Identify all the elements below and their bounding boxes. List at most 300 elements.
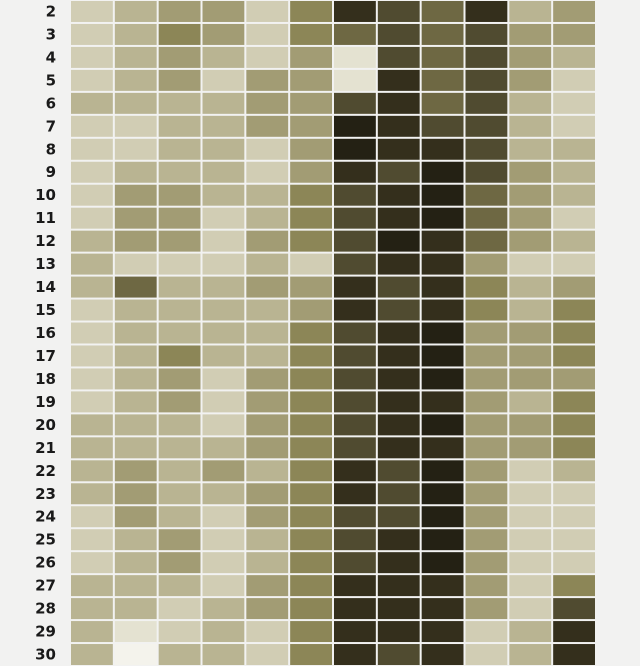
heatmap-cell-r14-c2 bbox=[115, 277, 157, 298]
heatmap-cell-r24-c7 bbox=[334, 506, 376, 527]
heatmap-cell-r16-c3 bbox=[159, 323, 201, 344]
heatmap-cell-r6-c7 bbox=[334, 93, 376, 114]
heatmap-cell-r5-c7 bbox=[334, 70, 376, 91]
heatmap-cell-r25-c4 bbox=[203, 529, 245, 550]
heatmap-cell-r9-c9 bbox=[422, 162, 464, 183]
heatmap-cell-r8-c6 bbox=[290, 139, 332, 160]
heatmap-cell-r21-c5 bbox=[246, 437, 288, 458]
heatmap-cell-r9-c4 bbox=[203, 162, 245, 183]
heatmap-cell-r3-c11 bbox=[509, 24, 551, 45]
heatmap-cell-r29-c4 bbox=[203, 621, 245, 642]
heatmap-cell-r10-c3 bbox=[159, 185, 201, 206]
heatmap-cell-r19-c9 bbox=[422, 391, 464, 412]
heatmap-cell-r23-c12 bbox=[553, 483, 595, 504]
heatmap-cell-r4-c4 bbox=[203, 47, 245, 68]
heatmap-cell-r14-c5 bbox=[246, 277, 288, 298]
heatmap-cell-r19-c4 bbox=[203, 391, 245, 412]
heatmap-cell-r27-c1 bbox=[71, 575, 113, 596]
heatmap-cell-r30-c12 bbox=[553, 644, 595, 665]
heatmap-cell-r11-c7 bbox=[334, 208, 376, 229]
heatmap-cell-r11-c8 bbox=[378, 208, 420, 229]
heatmap-cell-r13-c3 bbox=[159, 254, 201, 275]
heatmap-cell-r23-c2 bbox=[115, 483, 157, 504]
heatmap-cell-r29-c10 bbox=[466, 621, 508, 642]
heatmap-cell-r6-c9 bbox=[422, 93, 464, 114]
heatmap-cell-r29-c5 bbox=[246, 621, 288, 642]
row-label-26: 26 bbox=[35, 553, 56, 572]
heatmap-cell-r15-c4 bbox=[203, 300, 245, 321]
heatmap-cell-r4-c9 bbox=[422, 47, 464, 68]
heatmap-cell-r14-c10 bbox=[466, 277, 508, 298]
heatmap-cell-r25-c3 bbox=[159, 529, 201, 550]
heatmap-cell-r17-c12 bbox=[553, 345, 595, 366]
heatmap-cell-r12-c2 bbox=[115, 231, 157, 252]
heatmap-cell-r16-c4 bbox=[203, 323, 245, 344]
heatmap-cell-r19-c10 bbox=[466, 391, 508, 412]
heatmap-cell-r3-c8 bbox=[378, 24, 420, 45]
heatmap-cell-r19-c7 bbox=[334, 391, 376, 412]
heatmap-cell-r25-c7 bbox=[334, 529, 376, 550]
heatmap-cell-r21-c3 bbox=[159, 437, 201, 458]
heatmap-cell-r17-c8 bbox=[378, 345, 420, 366]
heatmap-cell-r22-c8 bbox=[378, 460, 420, 481]
heatmap-cell-r17-c7 bbox=[334, 345, 376, 366]
heatmap-cell-r11-c5 bbox=[246, 208, 288, 229]
heatmap-cell-r4-c8 bbox=[378, 47, 420, 68]
heatmap-cell-r14-c7 bbox=[334, 277, 376, 298]
heatmap-cell-r5-c8 bbox=[378, 70, 420, 91]
heatmap-cell-r5-c9 bbox=[422, 70, 464, 91]
row-label-22: 22 bbox=[35, 461, 56, 480]
heatmap-cell-r2-c11 bbox=[509, 1, 551, 22]
heatmap-cell-r3-c4 bbox=[203, 24, 245, 45]
heatmap-cell-r27-c7 bbox=[334, 575, 376, 596]
heatmap-cell-r20-c3 bbox=[159, 414, 201, 435]
heatmap-cell-r7-c10 bbox=[466, 116, 508, 137]
heatmap-cell-r30-c5 bbox=[246, 644, 288, 665]
heatmap-cell-r30-c10 bbox=[466, 644, 508, 665]
heatmap-cell-r13-c11 bbox=[509, 254, 551, 275]
heatmap-cell-r9-c5 bbox=[246, 162, 288, 183]
heatmap-cell-r16-c6 bbox=[290, 323, 332, 344]
heatmap-cell-r13-c12 bbox=[553, 254, 595, 275]
heatmap-cell-r27-c4 bbox=[203, 575, 245, 596]
heatmap-cell-r28-c4 bbox=[203, 598, 245, 619]
heatmap-cell-r23-c9 bbox=[422, 483, 464, 504]
heatmap-cell-r16-c7 bbox=[334, 323, 376, 344]
heatmap-cell-r8-c11 bbox=[509, 139, 551, 160]
heatmap-cell-r19-c6 bbox=[290, 391, 332, 412]
heatmap-cell-r20-c9 bbox=[422, 414, 464, 435]
heatmap-cell-r7-c8 bbox=[378, 116, 420, 137]
heatmap-cell-r2-c9 bbox=[422, 1, 464, 22]
heatmap-cell-r29-c8 bbox=[378, 621, 420, 642]
heatmap-cell-r4-c12 bbox=[553, 47, 595, 68]
heatmap-cell-r26-c4 bbox=[203, 552, 245, 573]
heatmap-cell-r22-c3 bbox=[159, 460, 201, 481]
heatmap-cell-r18-c11 bbox=[509, 368, 551, 389]
heatmap-cell-r16-c12 bbox=[553, 323, 595, 344]
heatmap-cell-r6-c12 bbox=[553, 93, 595, 114]
row-labels bbox=[35, 2, 56, 663]
heatmap-cell-r9-c7 bbox=[334, 162, 376, 183]
heatmap-cell-r20-c11 bbox=[509, 414, 551, 435]
heatmap-cell-r11-c6 bbox=[290, 208, 332, 229]
heatmap-cell-r13-c10 bbox=[466, 254, 508, 275]
heatmap-cell-r14-c3 bbox=[159, 277, 201, 298]
heatmap-cell-r20-c1 bbox=[71, 414, 113, 435]
heatmap-cell-r10-c4 bbox=[203, 185, 245, 206]
heatmap-cell-r4-c11 bbox=[509, 47, 551, 68]
heatmap-cell-r21-c10 bbox=[466, 437, 508, 458]
heatmap-cell-r8-c2 bbox=[115, 139, 157, 160]
heatmap-cell-r22-c5 bbox=[246, 460, 288, 481]
heatmap-cell-r26-c7 bbox=[334, 552, 376, 573]
heatmap-cell-r6-c10 bbox=[466, 93, 508, 114]
heatmap-cell-r12-c10 bbox=[466, 231, 508, 252]
heatmap-cell-r13-c7 bbox=[334, 254, 376, 275]
heatmap-cell-r23-c8 bbox=[378, 483, 420, 504]
heatmap-cell-r21-c2 bbox=[115, 437, 157, 458]
heatmap-cell-r22-c1 bbox=[71, 460, 113, 481]
row-label-18: 18 bbox=[35, 369, 56, 388]
heatmap-cell-r17-c9 bbox=[422, 345, 464, 366]
heatmap-cell-r27-c11 bbox=[509, 575, 551, 596]
heatmap-cell-r10-c5 bbox=[246, 185, 288, 206]
heatmap-cell-r2-c7 bbox=[334, 1, 376, 22]
heatmap-cell-r11-c12 bbox=[553, 208, 595, 229]
heatmap-cell-r4-c10 bbox=[466, 47, 508, 68]
heatmap-cell-r12-c1 bbox=[71, 231, 113, 252]
heatmap-cell-r12-c12 bbox=[553, 231, 595, 252]
heatmap-cell-r8-c1 bbox=[71, 139, 113, 160]
heatmap-cell-r5-c6 bbox=[290, 70, 332, 91]
row-label-2: 2 bbox=[45, 2, 56, 21]
heatmap-cell-r12-c9 bbox=[422, 231, 464, 252]
heatmap-cell-r15-c2 bbox=[115, 300, 157, 321]
heatmap-cell-r24-c9 bbox=[422, 506, 464, 527]
heatmap-cell-r16-c11 bbox=[509, 323, 551, 344]
heatmap-cell-r7-c9 bbox=[422, 116, 464, 137]
heatmap-cell-r15-c6 bbox=[290, 300, 332, 321]
heatmap-cell-r15-c1 bbox=[71, 300, 113, 321]
heatmap-cell-r22-c12 bbox=[553, 460, 595, 481]
heatmap-cell-r25-c9 bbox=[422, 529, 464, 550]
heatmap-cell-r13-c4 bbox=[203, 254, 245, 275]
heatmap-cell-r28-c12 bbox=[553, 598, 595, 619]
heatmap-cell-r28-c8 bbox=[378, 598, 420, 619]
heatmap-cell-r21-c1 bbox=[71, 437, 113, 458]
heatmap-cell-r15-c11 bbox=[509, 300, 551, 321]
row-label-5: 5 bbox=[45, 71, 56, 90]
heatmap-cell-r7-c12 bbox=[553, 116, 595, 137]
heatmap-cell-r21-c8 bbox=[378, 437, 420, 458]
heatmap-cell-r21-c6 bbox=[290, 437, 332, 458]
heatmap-cell-r19-c12 bbox=[553, 391, 595, 412]
heatmap-cell-r17-c4 bbox=[203, 345, 245, 366]
heatmap-cell-r15-c9 bbox=[422, 300, 464, 321]
heatmap-cell-r30-c3 bbox=[159, 644, 201, 665]
heatmap-cell-r28-c6 bbox=[290, 598, 332, 619]
heatmap-cell-r23-c1 bbox=[71, 483, 113, 504]
heatmap-cell-r26-c1 bbox=[71, 552, 113, 573]
heatmap-cell-r8-c8 bbox=[378, 139, 420, 160]
heatmap-cell-r7-c6 bbox=[290, 116, 332, 137]
heatmap-cell-r29-c2 bbox=[115, 621, 157, 642]
heatmap-cell-r22-c9 bbox=[422, 460, 464, 481]
heatmap-cell-r23-c6 bbox=[290, 483, 332, 504]
heatmap-cell-r4-c6 bbox=[290, 47, 332, 68]
heatmap-cell-r16-c1 bbox=[71, 323, 113, 344]
heatmap-cell-r14-c12 bbox=[553, 277, 595, 298]
heatmap-cell-r28-c9 bbox=[422, 598, 464, 619]
heatmap-cell-r9-c3 bbox=[159, 162, 201, 183]
heatmap-cell-r14-c1 bbox=[71, 277, 113, 298]
heatmap-cell-r26-c8 bbox=[378, 552, 420, 573]
heatmap-cell-r17-c10 bbox=[466, 345, 508, 366]
heatmap-cell-r26-c9 bbox=[422, 552, 464, 573]
heatmap-cell-r18-c5 bbox=[246, 368, 288, 389]
heatmap-cell-r24-c3 bbox=[159, 506, 201, 527]
heatmap-cell-r28-c1 bbox=[71, 598, 113, 619]
heatmap-cell-r21-c9 bbox=[422, 437, 464, 458]
heatmap-cell-r8-c10 bbox=[466, 139, 508, 160]
heatmap-cell-r5-c3 bbox=[159, 70, 201, 91]
heatmap-cell-r2-c12 bbox=[553, 1, 595, 22]
heatmap-cell-r16-c9 bbox=[422, 323, 464, 344]
heatmap-cell-r15-c12 bbox=[553, 300, 595, 321]
heatmap-cell-r8-c7 bbox=[334, 139, 376, 160]
heatmap-cell-r3-c3 bbox=[159, 24, 201, 45]
heatmap-cell-r20-c10 bbox=[466, 414, 508, 435]
heatmap-cell-r10-c10 bbox=[466, 185, 508, 206]
heatmap-cell-r20-c6 bbox=[290, 414, 332, 435]
heatmap-cell-r21-c7 bbox=[334, 437, 376, 458]
heatmap-cell-r26-c10 bbox=[466, 552, 508, 573]
heatmap-cell-r15-c10 bbox=[466, 300, 508, 321]
heatmap-cell-r2-c1 bbox=[71, 1, 113, 22]
heatmap-cell-r26-c6 bbox=[290, 552, 332, 573]
heatmap-cell-r27-c2 bbox=[115, 575, 157, 596]
heatmap-cell-r7-c4 bbox=[203, 116, 245, 137]
heatmap-cell-r10-c1 bbox=[71, 185, 113, 206]
row-label-17: 17 bbox=[35, 346, 56, 365]
heatmap-cell-r15-c8 bbox=[378, 300, 420, 321]
row-label-6: 6 bbox=[45, 94, 56, 113]
heatmap-cell-r2-c3 bbox=[159, 1, 201, 22]
heatmap-cell-r21-c12 bbox=[553, 437, 595, 458]
heatmap-cell-r6-c1 bbox=[71, 93, 113, 114]
heatmap-cell-r4-c2 bbox=[115, 47, 157, 68]
heatmap-cell-r4-c1 bbox=[71, 47, 113, 68]
row-label-24: 24 bbox=[35, 507, 56, 526]
heatmap-cell-r13-c5 bbox=[246, 254, 288, 275]
heatmap-cell-r5-c10 bbox=[466, 70, 508, 91]
heatmap-cell-r20-c4 bbox=[203, 414, 245, 435]
heatmap-cell-r17-c1 bbox=[71, 345, 113, 366]
heatmap-cell-r6-c8 bbox=[378, 93, 420, 114]
heatmap-cell-r30-c2 bbox=[115, 644, 157, 665]
heatmap-cell-r25-c12 bbox=[553, 529, 595, 550]
heatmap-cell-r25-c11 bbox=[509, 529, 551, 550]
heatmap-cell-r14-c9 bbox=[422, 277, 464, 298]
heatmap-cell-r10-c6 bbox=[290, 185, 332, 206]
heatmap-cell-r29-c3 bbox=[159, 621, 201, 642]
heatmap-cell-r19-c8 bbox=[378, 391, 420, 412]
heatmap-cell-r30-c9 bbox=[422, 644, 464, 665]
heatmap-cell-r24-c8 bbox=[378, 506, 420, 527]
heatmap-cell-r29-c11 bbox=[509, 621, 551, 642]
row-label-12: 12 bbox=[35, 232, 56, 251]
heatmap-cell-r24-c4 bbox=[203, 506, 245, 527]
heatmap-cell-r22-c7 bbox=[334, 460, 376, 481]
heatmap-cell-r3-c12 bbox=[553, 24, 595, 45]
heatmap-cell-r24-c10 bbox=[466, 506, 508, 527]
heatmap-cell-r2-c5 bbox=[246, 1, 288, 22]
heatmap-cell-r19-c3 bbox=[159, 391, 201, 412]
row-label-9: 9 bbox=[45, 163, 56, 182]
heatmap-cell-r19-c5 bbox=[246, 391, 288, 412]
heatmap-cell-r7-c2 bbox=[115, 116, 157, 137]
heatmap-cell-r8-c5 bbox=[246, 139, 288, 160]
heatmap-cell-r18-c2 bbox=[115, 368, 157, 389]
heatmap-cell-r28-c11 bbox=[509, 598, 551, 619]
heatmap-cell-r2-c10 bbox=[466, 1, 508, 22]
heatmap-cell-r19-c11 bbox=[509, 391, 551, 412]
heatmap-cell-r17-c6 bbox=[290, 345, 332, 366]
heatmap-cell-r6-c11 bbox=[509, 93, 551, 114]
heatmap-cell-r24-c6 bbox=[290, 506, 332, 527]
heatmap-cell-r5-c1 bbox=[71, 70, 113, 91]
heatmap-cell-r29-c7 bbox=[334, 621, 376, 642]
heatmap-cell-r15-c3 bbox=[159, 300, 201, 321]
heatmap-cell-r10-c2 bbox=[115, 185, 157, 206]
heatmap-cell-r6-c5 bbox=[246, 93, 288, 114]
heatmap-cell-r18-c10 bbox=[466, 368, 508, 389]
heatmap-cell-r14-c4 bbox=[203, 277, 245, 298]
heatmap-cell-r16-c5 bbox=[246, 323, 288, 344]
heatmap-cell-r5-c12 bbox=[553, 70, 595, 91]
heatmap-cell-r25-c10 bbox=[466, 529, 508, 550]
heatmap-cell-r17-c5 bbox=[246, 345, 288, 366]
heatmap-cell-r21-c4 bbox=[203, 437, 245, 458]
heatmap-cell-r20-c8 bbox=[378, 414, 420, 435]
heatmap-cell-r15-c5 bbox=[246, 300, 288, 321]
heatmap-cell-r30-c1 bbox=[71, 644, 113, 665]
heatmap-cell-r8-c3 bbox=[159, 139, 201, 160]
heatmap-cell-r11-c3 bbox=[159, 208, 201, 229]
heatmap-cell-r9-c8 bbox=[378, 162, 420, 183]
heatmap-cell-r18-c1 bbox=[71, 368, 113, 389]
heatmap-cell-r10-c12 bbox=[553, 185, 595, 206]
heatmap-cell-r16-c10 bbox=[466, 323, 508, 344]
heatmap-cell-r3-c7 bbox=[334, 24, 376, 45]
heatmap-cell-r10-c7 bbox=[334, 185, 376, 206]
heatmap-cell-r11-c9 bbox=[422, 208, 464, 229]
heatmap-cell-r6-c2 bbox=[115, 93, 157, 114]
heatmap-cell-r2-c4 bbox=[203, 1, 245, 22]
heatmap-cell-r17-c11 bbox=[509, 345, 551, 366]
heatmap-cell-r26-c5 bbox=[246, 552, 288, 573]
heatmap-cell-r10-c8 bbox=[378, 185, 420, 206]
heatmap-cell-r2-c2 bbox=[115, 1, 157, 22]
heatmap-cell-r26-c12 bbox=[553, 552, 595, 573]
heatmap-cell-r27-c8 bbox=[378, 575, 420, 596]
heatmap-cell-r18-c12 bbox=[553, 368, 595, 389]
heatmap-cell-r12-c4 bbox=[203, 231, 245, 252]
heatmap-cell-r12-c11 bbox=[509, 231, 551, 252]
heatmap-cell-r7-c11 bbox=[509, 116, 551, 137]
heatmap-cell-r24-c2 bbox=[115, 506, 157, 527]
heatmap-cell-r4-c7 bbox=[334, 47, 376, 68]
row-label-3: 3 bbox=[45, 25, 56, 44]
heatmap-cell-r11-c10 bbox=[466, 208, 508, 229]
heatmap-cell-r9-c11 bbox=[509, 162, 551, 183]
heatmap-cell-r19-c2 bbox=[115, 391, 157, 412]
heatmap-cell-r13-c2 bbox=[115, 254, 157, 275]
heatmap-cell-r3-c1 bbox=[71, 24, 113, 45]
heatmap-cell-r22-c10 bbox=[466, 460, 508, 481]
heatmap-cell-r20-c12 bbox=[553, 414, 595, 435]
heatmap-cell-r26-c11 bbox=[509, 552, 551, 573]
heatmap-cell-r28-c5 bbox=[246, 598, 288, 619]
heatmap-cell-r19-c1 bbox=[71, 391, 113, 412]
heatmap-cell-r29-c1 bbox=[71, 621, 113, 642]
heatmap-cell-r9-c6 bbox=[290, 162, 332, 183]
heatmap-cell-r26-c3 bbox=[159, 552, 201, 573]
row-label-30: 30 bbox=[35, 645, 56, 664]
heatmap-cell-r10-c11 bbox=[509, 185, 551, 206]
heatmap-cell-r26-c2 bbox=[115, 552, 157, 573]
heatmap-cell-r3-c9 bbox=[422, 24, 464, 45]
row-label-14: 14 bbox=[35, 278, 56, 297]
heatmap-cell-r2-c6 bbox=[290, 1, 332, 22]
heatmap-cell-r13-c8 bbox=[378, 254, 420, 275]
heatmap-cell-r22-c4 bbox=[203, 460, 245, 481]
heatmap-cell-r25-c6 bbox=[290, 529, 332, 550]
heatmap-cell-r4-c5 bbox=[246, 47, 288, 68]
heatmap-cell-r22-c6 bbox=[290, 460, 332, 481]
heatmap-cell-r12-c3 bbox=[159, 231, 201, 252]
heatmap-cell-r30-c8 bbox=[378, 644, 420, 665]
heatmap-cell-r8-c4 bbox=[203, 139, 245, 160]
heatmap-cell-r6-c3 bbox=[159, 93, 201, 114]
row-label-29: 29 bbox=[35, 622, 56, 641]
row-label-20: 20 bbox=[35, 415, 56, 434]
heatmap-cell-r23-c4 bbox=[203, 483, 245, 504]
heatmap-cell-r15-c7 bbox=[334, 300, 376, 321]
heatmap-cell-r18-c8 bbox=[378, 368, 420, 389]
heatmap-cell-r11-c1 bbox=[71, 208, 113, 229]
heatmap-cell-r28-c2 bbox=[115, 598, 157, 619]
heatmap-cell-r17-c3 bbox=[159, 345, 201, 366]
heatmap-cell-r22-c11 bbox=[509, 460, 551, 481]
heatmap-cell-r4-c3 bbox=[159, 47, 201, 68]
heatmap-cell-r5-c5 bbox=[246, 70, 288, 91]
heatmap-cell-r24-c5 bbox=[246, 506, 288, 527]
heatmap-cell-r23-c7 bbox=[334, 483, 376, 504]
heatmap-cell-r29-c6 bbox=[290, 621, 332, 642]
row-label-15: 15 bbox=[35, 301, 56, 320]
row-label-23: 23 bbox=[35, 484, 56, 503]
heatmap-cell-r3-c6 bbox=[290, 24, 332, 45]
heatmap-cell-r8-c12 bbox=[553, 139, 595, 160]
heatmap-cell-r23-c10 bbox=[466, 483, 508, 504]
heatmap-cell-r16-c2 bbox=[115, 323, 157, 344]
heatmap-cell-r9-c1 bbox=[71, 162, 113, 183]
heatmap-cell-r23-c5 bbox=[246, 483, 288, 504]
heatmap-cell-r14-c11 bbox=[509, 277, 551, 298]
